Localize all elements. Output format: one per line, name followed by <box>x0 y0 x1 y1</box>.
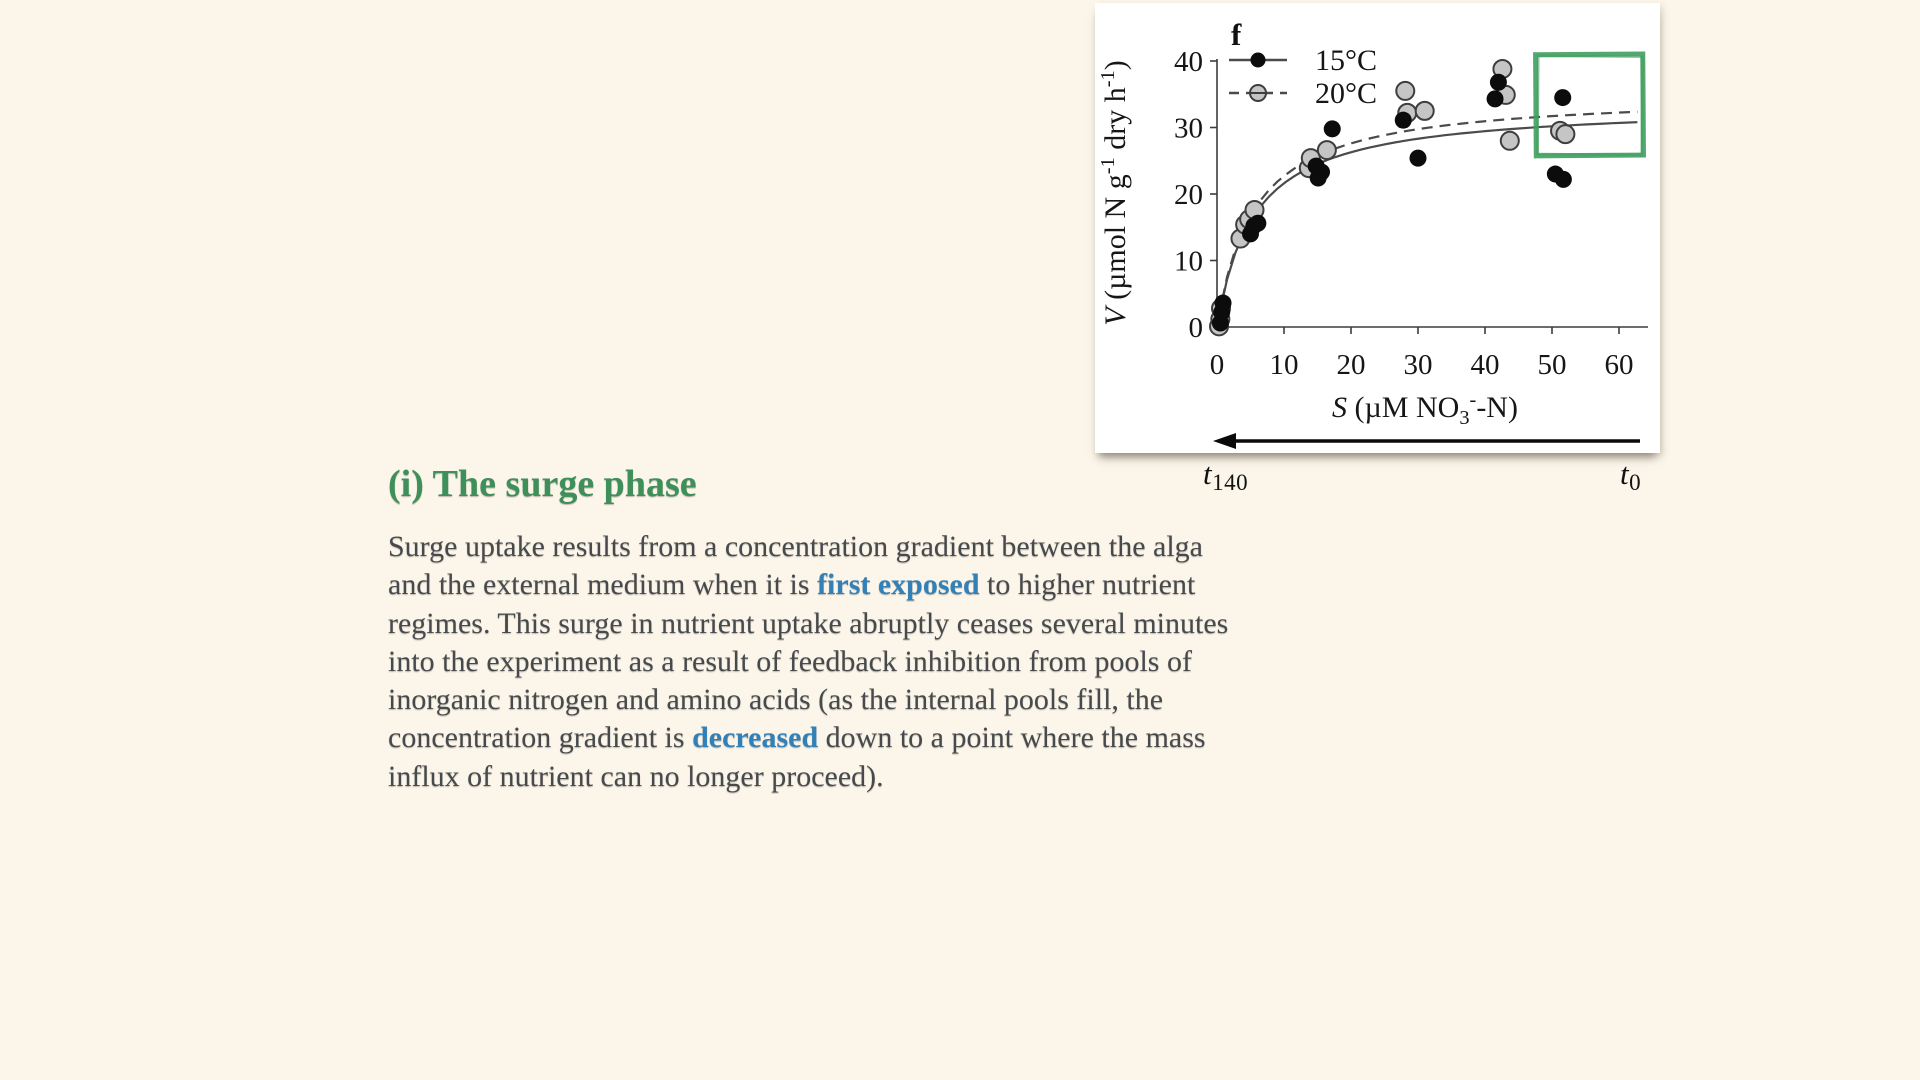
green-annotation-box-stroke <box>1537 56 1642 155</box>
x-tick-label: 60 <box>1604 349 1634 381</box>
data-point-15c <box>1215 295 1232 312</box>
data-point-15c <box>1490 74 1507 91</box>
chart-figure-panel <box>1095 3 1660 453</box>
legend-label-20c: 20°C <box>1315 77 1378 110</box>
green-annotation-box <box>1536 54 1644 156</box>
y-axis-title: V (µmol N g-1 dry h-1) <box>1097 60 1132 326</box>
legend-label-15c: 15°C <box>1315 44 1378 77</box>
highlighted-phrase: first exposed <box>817 568 980 602</box>
x-tick-label: 10 <box>1269 349 1299 381</box>
data-point-15c <box>1249 215 1266 232</box>
y-tick-label: 20 <box>1174 179 1203 211</box>
time-label-t0: $t_0$ <box>1620 456 1642 495</box>
data-point-15c <box>1313 164 1330 181</box>
curve-15°C <box>1219 122 1638 317</box>
data-point-20c <box>1416 102 1434 120</box>
paragraph-line: concentration gradient is decreased down to a point where the mass <box>388 721 1206 755</box>
highlighted-phrase: decreased <box>692 721 819 755</box>
time-label-t140: $t_{140}$ <box>1203 456 1249 495</box>
x-tick-label: 30 <box>1403 349 1433 381</box>
x-tick-label: 0 <box>1209 349 1225 381</box>
time-arrow-head <box>1213 433 1236 449</box>
data-point-20c <box>1318 141 1336 159</box>
curve-20°C <box>1219 112 1638 317</box>
paragraph-line: regimes. This surge in nutrient uptake abruptly ceases several minutes <box>388 606 1229 640</box>
data-point-20c <box>1501 132 1519 150</box>
y-tick-label: 10 <box>1174 245 1203 278</box>
paragraph-line: inorganic nitrogen and amino acids (as the internal pools fill, the <box>388 683 1164 717</box>
data-point-15c <box>1395 112 1412 129</box>
x-tick-label: 20 <box>1336 349 1366 381</box>
x-tick-label: 50 <box>1537 349 1567 381</box>
y-tick-label: 30 <box>1174 112 1203 145</box>
data-point-15c <box>1555 171 1572 188</box>
data-point-15c <box>1324 120 1341 137</box>
data-point-15c <box>1410 150 1427 167</box>
uptake-kinetics-chart <box>1095 3 1660 453</box>
section-heading: (i) The surge phase <box>388 463 697 505</box>
paragraph-line: Surge uptake results from a concentration gradient between the alga <box>388 530 1203 563</box>
y-tick-label: 40 <box>1174 46 1203 78</box>
y-tick-label: 0 <box>1188 312 1203 344</box>
paragraph-line: and the external medium when it is first exposed to higher nutrient <box>388 568 1196 602</box>
data-point-15c <box>1554 89 1571 106</box>
paragraph-line: into the experiment as a result of feedback inhibition from pools of <box>388 644 1192 678</box>
data-point-15c <box>1487 90 1504 107</box>
data-point-20c <box>1556 125 1574 143</box>
body-paragraph <box>388 528 1318 796</box>
legend-marker-15c <box>1251 53 1266 68</box>
data-point-20c <box>1396 82 1414 100</box>
paragraph-line: influx of nutrient can no longer proceed). <box>388 759 884 793</box>
x-tick-label: 40 <box>1470 349 1500 381</box>
panel-label: f <box>1231 17 1242 52</box>
x-axis-title: S (µM NO3--N) <box>1332 389 1518 429</box>
